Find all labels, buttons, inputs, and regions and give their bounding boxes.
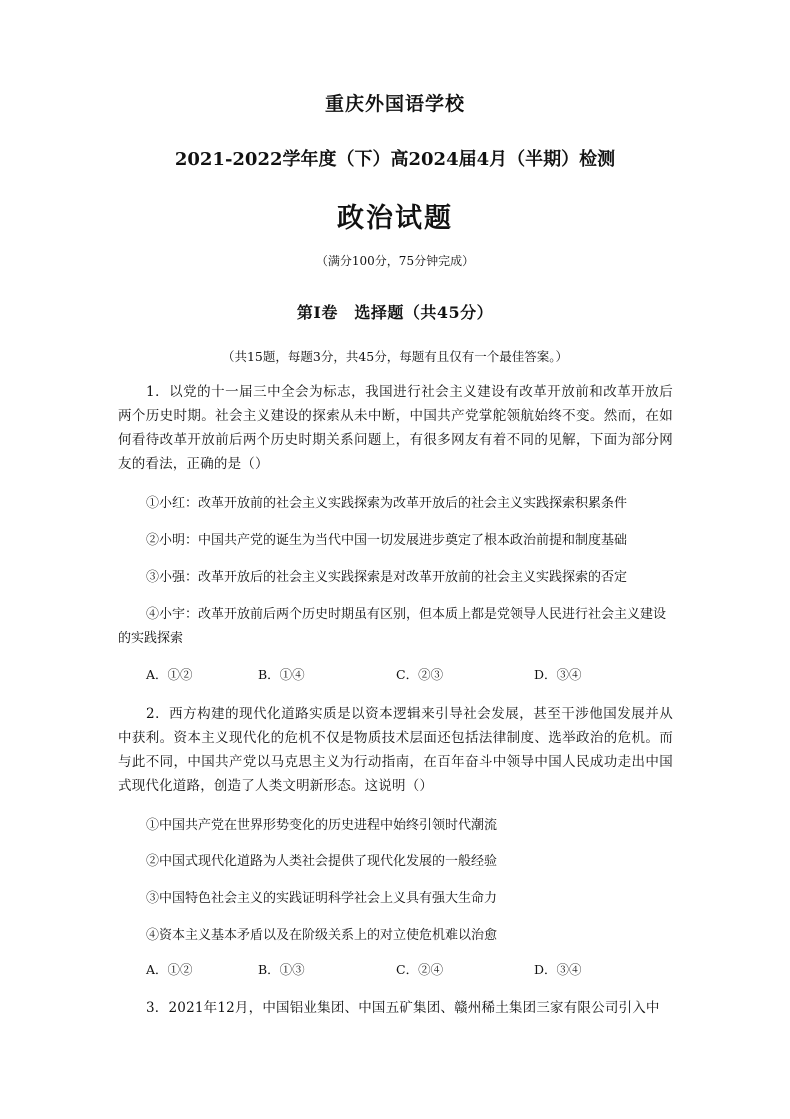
question-2-item-2: ②中国式现代化道路为人类社会提供了现代化发展的一般经验 xyxy=(146,854,498,869)
school-name: 重庆外国语学校 xyxy=(324,93,465,115)
section-title: 第Ⅰ卷 选择题（共45分） xyxy=(296,303,494,322)
question-1-option-d[interactable]: D．③④ xyxy=(534,667,582,682)
question-1-option-c[interactable]: C．②③ xyxy=(396,667,444,682)
question-2-item-4: ④资本主义基本矛盾以及在阶级关系上的对立使危机难以治愈 xyxy=(146,928,498,943)
question-2-stem: 2．西方构建的现代化道路实质是以资本逻辑来引导社会发展，甚至干涉他国发展并从中获利。资本主义现代化的危机不仅是物质技术层面还包括法律制度、选举政治的危机。而与此不同，中国共产党以马克思主义为行动指南，在百年奋斗中领导中国人民成功走出中国式现代化道路，创造了人类文明新形态。这说明（） xyxy=(118,706,673,794)
question-1-item-1: ①小红：改革开放前的社会主义实践探索为改革开放后的社会主义实践探索积累条件 xyxy=(146,496,628,511)
score-note: （满分100分，75分钟完成） xyxy=(315,254,475,268)
question-2-options xyxy=(146,960,676,984)
question-2-item-3: ③中国特色社会主义的实践证明科学社会上义具有强大生命力 xyxy=(146,891,498,906)
question-1-item-4: ④小宇：改革开放前后两个历史时期虽有区别，但本质上都是党领导人民进行社会主义建设的实践探索 xyxy=(118,607,667,646)
section-instructions: （共15题，每题3分，共45分，每题有且仅有一个最佳答案。） xyxy=(221,349,568,364)
subject-title: 政治试题 xyxy=(337,203,453,234)
question-1-item-2: ②小明：中国共产党的诞生为当代中国一切发展进步奠定了根本政治前提和制度基础 xyxy=(146,533,628,548)
question-2-option-c[interactable]: C．②④ xyxy=(396,962,444,977)
question-1-option-a[interactable]: A．①② xyxy=(146,667,193,682)
question-2-item-1: ①中国共产党在世界形势变化的历史进程中始终引领时代潮流 xyxy=(146,818,498,833)
question-1-options xyxy=(146,665,676,689)
question-2-option-d[interactable]: D．③④ xyxy=(534,962,582,977)
question-2-option-b[interactable]: B．①③ xyxy=(258,962,305,977)
question-3-stem: 3．2021年12月，中国铝业集团、中国五矿集团、赣州稀土集团三家有限公司引入中 xyxy=(146,1000,660,1016)
question-1-item-3: ③小强：改革开放后的社会主义实践探索是对改革开放前的社会主义实践探索的否定 xyxy=(146,570,628,585)
question-2-option-a[interactable]: A．①② xyxy=(146,962,193,977)
exam-title: 2021-2022学年度（下）高2024届4月（半期）检测 xyxy=(174,149,616,170)
question-1-option-b[interactable]: B．①④ xyxy=(258,667,305,682)
question-1-stem: 1．以党的十一届三中全会为标志，我国进行社会主义建设有改革开放前和改革开放后两个历史时期。社会主义建设的探索从未中断，中国共产党掌舵领航始终不变。然而，在如何看待改革开放前后两个历史时期关系问题上，有很多网友有着不同的见解，下面为部分网友的看法，正确的是（） xyxy=(118,384,673,472)
